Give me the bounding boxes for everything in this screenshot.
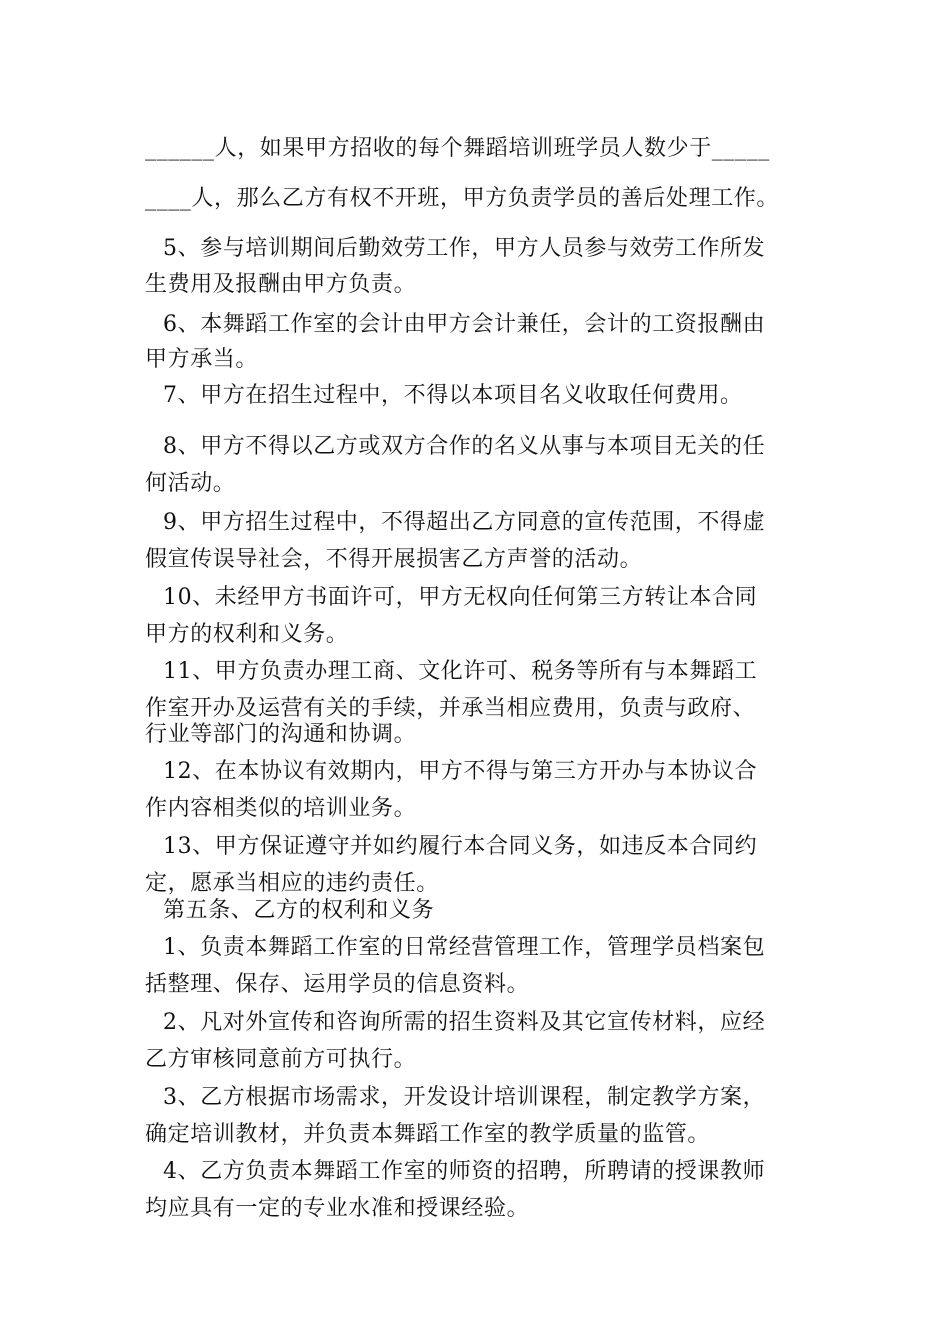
text-line: 何活动。 <box>145 471 236 496</box>
text-line: 作内容相类似的培训业务。 <box>145 796 417 821</box>
section-heading: 第五条、乙方的权利和义务 <box>163 898 435 923</box>
text-line: 甲方的权利和义务。 <box>145 622 349 647</box>
text-line: ____人，那么乙方有权不开班，甲方负责学员的善后处理工作。 <box>145 186 780 211</box>
text-line: 作室开办及运营有关的手续，并承当相应费用，负责与政府、 <box>145 696 756 721</box>
clause-5-line: 5、参与培训期间后勤效劳工作，甲方人员参与效劳工作所发 <box>163 236 766 261</box>
clause-b2-line: 2、凡对外宣传和咨询所需的招生资料及其它宣传材料，应经 <box>163 1010 766 1035</box>
clause-b3-line: 3、乙方根据市场需求，开发设计培训课程，制定教学方案， <box>163 1085 766 1110</box>
clause-13-line: 13、甲方保证遵守并如约履行本合同义务，如违反本合同约 <box>163 834 758 859</box>
clause-8-line: 8、甲方不得以乙方或双方合作的名义从事与本项目无关的任 <box>163 434 766 459</box>
clause-11-line: 11、甲方负责办理工商、文化许可、税务等所有与本舞蹈工 <box>163 659 758 684</box>
text-line: 行业等部门的沟通和协调。 <box>145 722 417 747</box>
clause-9-line: 9、甲方招生过程中，不得超出乙方同意的宣传范围，不得虚 <box>163 510 766 535</box>
clause-12-line: 12、在本协议有效期内，甲方不得与第三方开办与本协议合 <box>163 759 758 784</box>
text-line: 均应具有一定的专业水准和授课经验。 <box>145 1196 530 1221</box>
clause-10-line: 10、未经甲方书面许可，甲方无权向任何第三方转让本合同 <box>163 585 758 610</box>
text-line: 假宣传误导社会，不得开展损害乙方声誉的活动。 <box>145 547 643 572</box>
clause-7-line: 7、甲方在招生过程中，不得以本项目名义收取任何费用。 <box>163 383 743 408</box>
text-line: 确定培训教材，并负责本舞蹈工作室的教学质量的监管。 <box>145 1122 711 1147</box>
clause-b4-line: 4、乙方负责本舞蹈工作室的师资的招聘，所聘请的授课教师 <box>163 1159 766 1184</box>
text-line: 甲方承当。 <box>145 347 259 372</box>
text-line: 括整理、保存、运用学员的信息资料。 <box>145 972 530 997</box>
clause-6-line: 6、本舞蹈工作室的会计由甲方会计兼任，会计的工资报酬由 <box>163 312 766 337</box>
text-line: 定，愿承当相应的违约责任。 <box>145 871 439 896</box>
text-line: 生费用及报酬由甲方负责。 <box>145 272 417 297</box>
text-line: ______人，如果甲方招收的每个舞蹈培训班学员人数少于_____ <box>145 136 770 161</box>
clause-b1-line: 1、负责本舞蹈工作室的日常经营管理工作，管理学员档案包 <box>163 935 766 960</box>
text-line: 乙方审核同意前方可执行。 <box>145 1047 417 1072</box>
